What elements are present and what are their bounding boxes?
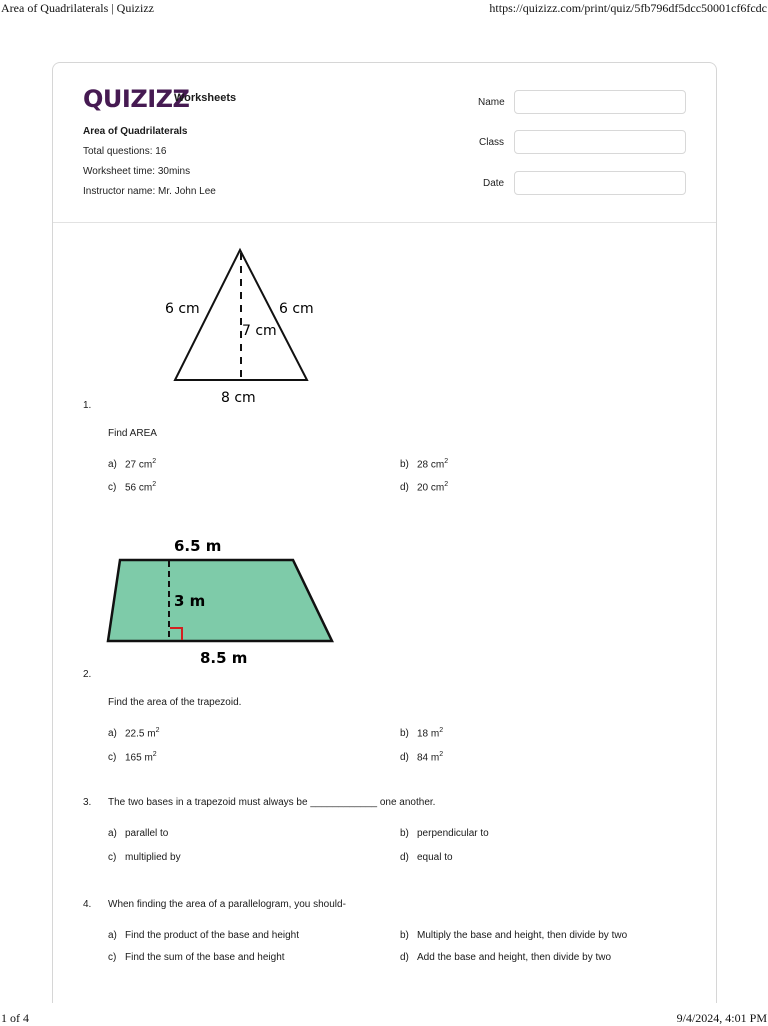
print-datetime: 9/4/2024, 4:01 PM xyxy=(676,1011,767,1025)
option-superscript: 2 xyxy=(439,751,444,758)
question-4-option-c[interactable] xyxy=(108,952,285,963)
option-superscript: 2 xyxy=(444,481,449,488)
option-letter: d) xyxy=(400,852,409,863)
question-1-text: Find AREA xyxy=(108,428,157,439)
trapezoid-figure xyxy=(100,533,340,670)
option-text: 18 m xyxy=(417,728,440,740)
question-1-number: 1. xyxy=(83,400,92,411)
print-page-indicator: 1 of 4 xyxy=(1,1011,29,1025)
question-2-option-c[interactable] xyxy=(108,751,157,763)
name-label: Name xyxy=(478,97,505,108)
question-3-number: 3. xyxy=(83,797,92,808)
option-letter: d) xyxy=(400,482,409,494)
logo-subtitle: Worksheets xyxy=(174,92,237,104)
trapezoid-top-label: 6.5 m xyxy=(174,537,222,555)
date-field[interactable] xyxy=(514,171,686,195)
option-superscript: 2 xyxy=(439,727,444,734)
worksheet-time: Worksheet time: 30mins xyxy=(83,166,191,177)
option-letter: c) xyxy=(108,752,117,764)
option-text: Find the product of the base and height xyxy=(125,930,300,941)
date-label: Date xyxy=(483,178,505,189)
question-4-text: When finding the area of a parallelogram, you should- xyxy=(108,899,346,910)
question-2-option-a[interactable] xyxy=(108,727,159,739)
question-3-option-a[interactable] xyxy=(108,828,168,839)
option-letter: a) xyxy=(108,930,117,941)
option-letter: b) xyxy=(400,728,409,740)
trapezoid-height-label: 3 m xyxy=(174,592,206,610)
question-1-option-a[interactable] xyxy=(108,458,156,470)
question-3-option-d[interactable] xyxy=(400,852,453,863)
option-text: parallel to xyxy=(125,828,169,839)
instructor-name: Instructor name: Mr. John Lee xyxy=(83,186,216,197)
question-1-option-c[interactable] xyxy=(108,481,156,493)
triangle-height-label: 7 cm xyxy=(242,323,277,339)
option-letter: b) xyxy=(400,930,409,941)
question-3-option-b[interactable] xyxy=(400,828,489,839)
option-letter: b) xyxy=(400,828,409,839)
question-4-option-d[interactable] xyxy=(400,952,611,963)
option-letter: d) xyxy=(400,752,409,764)
option-text: 84 m xyxy=(417,752,440,764)
question-4-option-a[interactable] xyxy=(108,930,299,941)
triangle-figure xyxy=(150,245,330,410)
option-letter: d) xyxy=(400,952,409,963)
option-text: 28 cm xyxy=(417,459,445,471)
option-superscript: 2 xyxy=(155,727,160,734)
trapezoid-bottom-label: 8.5 m xyxy=(200,649,248,667)
name-field[interactable] xyxy=(514,90,686,114)
option-text: 56 cm xyxy=(125,482,153,494)
option-superscript: 2 xyxy=(152,458,157,465)
question-2-text: Find the area of the trapezoid. xyxy=(108,697,242,708)
quiz-title: Area of Quadrilaterals xyxy=(83,126,188,137)
option-letter: a) xyxy=(108,459,117,471)
option-superscript: 2 xyxy=(444,458,449,465)
option-text: Add the base and height, then divide by two xyxy=(417,952,612,963)
triangle-base-label: 8 cm xyxy=(221,390,256,406)
option-letter: a) xyxy=(108,828,117,839)
quizizz-logo: QUIZIZZ xyxy=(83,85,190,113)
option-letter: c) xyxy=(108,852,117,863)
option-text: multiplied by xyxy=(125,852,181,863)
triangle-left-label: 6 cm xyxy=(165,301,200,317)
question-1-option-d[interactable] xyxy=(400,481,448,493)
question-1-option-b[interactable] xyxy=(400,458,448,470)
option-letter: c) xyxy=(108,482,117,494)
print-url: https://quizizz.com/print/quiz/5fb796df5dcc50001cf6fcdc xyxy=(489,1,767,15)
option-letter: c) xyxy=(108,952,117,963)
total-questions: Total questions: 16 xyxy=(83,146,167,157)
option-text: perpendicular to xyxy=(417,828,489,839)
trapezoid-shape xyxy=(108,560,332,641)
question-2-option-d[interactable] xyxy=(400,751,443,763)
option-text: 27 cm xyxy=(125,459,153,471)
option-text: equal to xyxy=(417,852,453,863)
question-2-number: 2. xyxy=(83,669,92,680)
question-4-option-b[interactable] xyxy=(400,930,627,941)
option-superscript: 2 xyxy=(152,481,157,488)
option-letter: a) xyxy=(108,728,117,740)
print-page-title: Area of Quadrilaterals | Quizizz xyxy=(1,1,154,15)
worksheet-header xyxy=(53,63,716,223)
option-text: 22.5 m xyxy=(125,728,156,740)
class-field[interactable] xyxy=(514,130,686,154)
question-2-option-b[interactable] xyxy=(400,727,443,739)
option-letter: b) xyxy=(400,459,409,471)
question-4-number: 4. xyxy=(83,899,92,910)
class-label: Class xyxy=(479,137,505,148)
option-text: Multiply the base and height, then divide by two xyxy=(417,930,628,941)
option-text: 20 cm xyxy=(417,482,445,494)
option-text: Find the sum of the base and height xyxy=(125,952,285,963)
option-text: 165 m xyxy=(125,752,153,764)
question-3-option-c[interactable] xyxy=(108,852,181,863)
option-superscript: 2 xyxy=(152,751,157,758)
triangle-right-label: 6 cm xyxy=(279,301,314,317)
question-3-text: The two bases in a trapezoid must always be ____________ one another. xyxy=(108,797,436,808)
